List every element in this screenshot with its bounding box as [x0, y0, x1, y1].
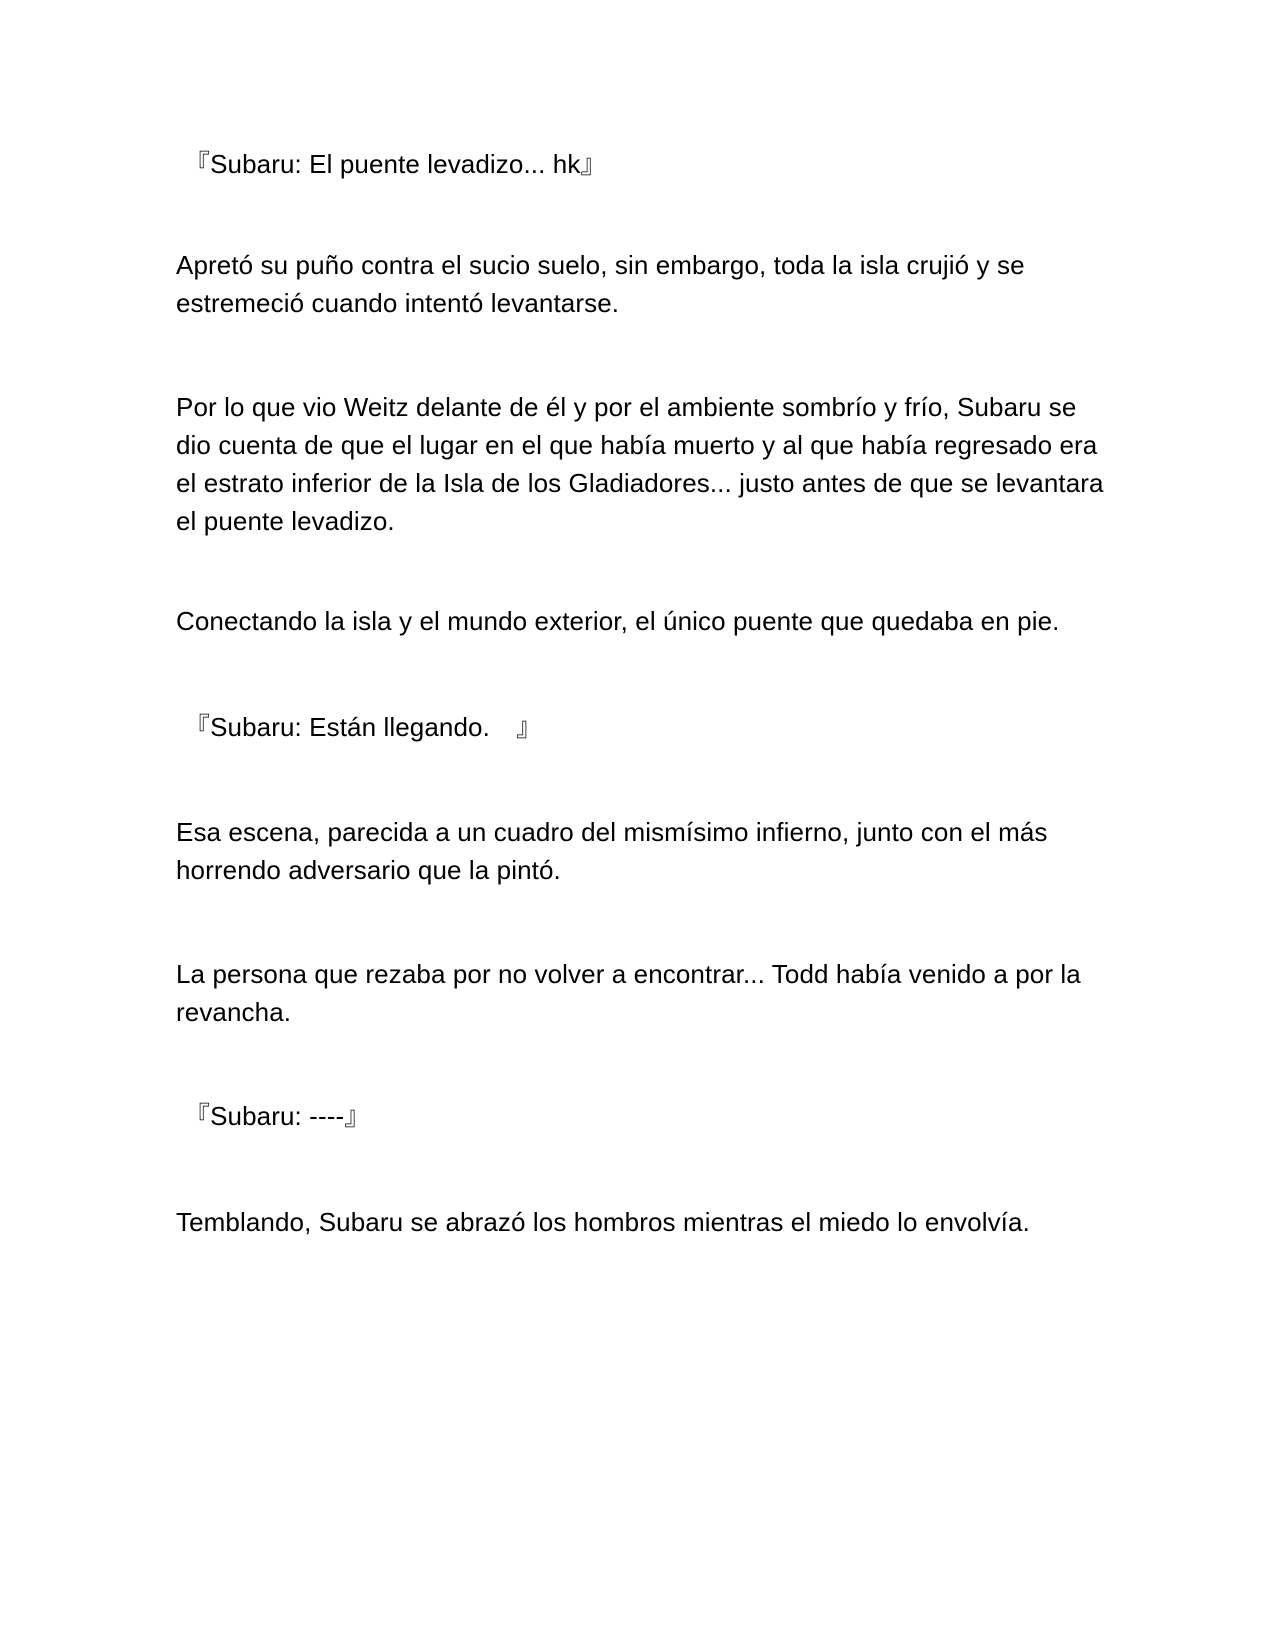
narration-paragraph-5: La persona que rezaba por no volver a encontrar... Todd había venido a por la revancha.: [176, 959, 1081, 1027]
narration-paragraph-1: Apretó su puño contra el sucio suelo, sin embargo, toda la isla crujió y se estremeció cuando intentó levantarse.: [176, 250, 1025, 318]
dialogue-line-1: 『Subaru: El puente levadizo... hk』: [184, 149, 607, 179]
narration-paragraph-3: Conectando la isla y el mundo exterior, el único puente que quedaba en pie.: [176, 606, 1060, 636]
dialogue-line-3: 『Subaru: ----』: [184, 1101, 371, 1131]
narration-paragraph-2: Por lo que vio Weitz delante de él y por el ambiente sombrío y frío, Subaru se dio cuenta de que el lugar en el que había muerto y al que había regresado era el estrato inferior de la Isla de los Gladiadores... justo antes de que se levantara el puente levadizo.: [176, 392, 1104, 536]
narration-paragraph-4: Esa escena, parecida a un cuadro del mismísimo infierno, junto con el más horrendo adversario que la pintó.: [176, 817, 1048, 885]
narration-paragraph-6: Temblando, Subaru se abrazó los hombros mientras el miedo lo envolvía.: [176, 1207, 1030, 1237]
dialogue-line-2: 『Subaru: Están llegando. 』: [184, 712, 543, 742]
